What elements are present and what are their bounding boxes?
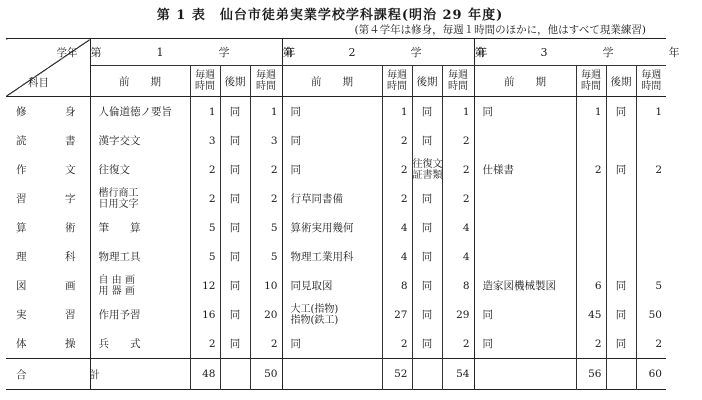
g2-first-hours: 8 [382,271,412,300]
g2-first-hours: 27 [382,300,412,329]
g3-first-hours: 45 [576,300,606,329]
g1-first-term-content [90,271,190,300]
g2-first-term-content: 行草同書備 [282,184,382,213]
table-row [6,184,666,213]
g2-first-term-content: 同 [282,97,382,127]
g1-second-hours: 1 [250,97,282,127]
text-line: 証書類 [412,169,443,181]
g1-first-hours: 1 [190,97,220,127]
g2-first-term-header: 前 期 [282,66,382,97]
corner-grade-label: 学年 [56,47,78,59]
g3-second-term-content [606,242,636,271]
grade-1-header: 第 1 学 年 [90,39,282,66]
table-note: (第４学年は修身，毎週１時間のほかに，他はすべて現業練習) [354,24,646,36]
g2-second-term-content: 同 [412,126,442,155]
corner-header [6,39,90,97]
subject-cell: 理 科 [6,242,90,271]
table-title-text: 仙台市徒弟実業学校学科課程(明治 29 年度) [219,8,504,23]
g2-weekly-hours-header: 毎週 時間 [382,66,412,97]
g2-first-term-content [282,300,382,329]
g1-second-term-content: 同 [220,329,250,359]
table-row [6,126,666,155]
g3-weekly-hours2-header: 毎週 時間 [636,66,666,97]
table-row [6,213,666,242]
g3-first-term-content: 同 [474,300,576,329]
text-line: 楷行商工 [98,187,139,199]
g1-first-term-content-multiline [99,275,135,297]
g1-first-term-content: 漢字交文 [90,126,190,155]
g2-first-hours: 2 [382,155,412,184]
total-g3-first: 56 [576,359,606,390]
table-row [6,300,666,329]
text-line: 日用文字 [98,198,139,210]
g2-first-hours: 2 [382,184,412,213]
g2-second-term-content: 同 [412,213,442,242]
g2-second-term-content: 同 [412,300,442,329]
subject-cell: 実 習 [6,300,90,329]
g2-second-term-content: 同 [412,242,442,271]
g1-second-term-content: 同 [220,271,250,300]
total-g1-second: 50 [250,359,282,390]
g1-first-hours: 2 [190,155,220,184]
total-row [6,359,666,390]
g1-second-hours: 5 [250,242,282,271]
g2-second-hours: 1 [442,97,474,127]
g2-first-term-content: 同 [282,126,382,155]
g2-first-term-content: 同見取図 [282,271,382,300]
g1-first-term-content-multiline [99,188,139,210]
g3-first-term-content: 仕様書 [474,155,576,184]
g1-first-term-content: 物理工具 [90,242,190,271]
g1-second-term-content: 同 [220,126,250,155]
g3-first-hours: 2 [576,329,606,359]
g3-second-term-content [606,126,636,155]
g3-second-hours [636,213,666,242]
g1-second-term-content: 同 [220,184,250,213]
g1-second-hours: 5 [250,213,282,242]
g2-second-hours: 2 [442,155,474,184]
table-row [6,242,666,271]
table-body [6,97,666,359]
g2-second-term-content: 同 [412,329,442,359]
g3-first-hours: 2 [576,155,606,184]
g3-second-hours: 50 [648,308,662,321]
text-line: 指物(鉄工) [290,314,339,326]
g3-first-term-content [474,213,576,242]
subject-cell: 算 術 [6,213,90,242]
table-row [6,97,666,127]
g1-first-term-content [90,184,190,213]
g2-first-hours: 4 [382,242,412,271]
table-title [0,4,660,23]
g3-second-hours: 1 [655,105,662,118]
g2-first-hours: 2 [382,329,412,359]
g3-weekly-hours-header: 毎週 時間 [576,66,606,97]
g3-second-term-content [606,213,636,242]
g2-first-hours: 1 [382,97,412,127]
g3-second-term-content: 同 [606,97,636,127]
g2-first-term-content-multiline [291,304,339,326]
g3-second-term-content: 同 [606,155,636,184]
grade-2-header: 第 2 学 年 [282,39,474,66]
total-g3-first-term-text [474,359,576,390]
g1-second-term-content: 同 [220,300,250,329]
g1-first-hours: 2 [190,329,220,359]
g1-first-hours: 5 [190,213,220,242]
g1-first-term-content: 筆 算 [90,213,190,242]
g3-second-term-header: 後期 [606,66,636,97]
g1-first-term-content: 兵 式 [90,329,190,359]
grade-3-header: 第 3 学 年 [474,39,666,66]
g2-first-term-content: 同 [282,155,382,184]
g2-second-hours: 2 [442,329,474,359]
g2-first-term-content: 物理工業用科 [282,242,382,271]
subject-cell: 習 字 [6,184,90,213]
g2-first-term-content: 同 [282,329,382,359]
g2-second-hours: 4 [442,242,474,271]
g3-second-hours [636,126,666,155]
g1-second-term-header: 後期 [220,66,250,97]
g3-first-hours [576,242,606,271]
g3-second-hours: 5 [655,279,662,292]
g3-first-hours [576,184,606,213]
g2-first-hours: 2 [382,126,412,155]
g3-first-hours [576,126,606,155]
g1-second-hours: 2 [250,184,282,213]
g3-first-term-content: 造家図機械製図 [474,271,576,300]
g1-second-hours: 20 [250,300,282,329]
g3-second-term-content: 同 [606,271,636,300]
subject-cell: 図 画 [6,271,90,300]
g1-second-hours: 2 [250,329,282,359]
g3-first-term-content: 同 [474,329,576,359]
g2-second-term-content: 同 [412,271,442,300]
g2-second-term-content: 同 [412,97,442,127]
g1-first-hours: 5 [190,242,220,271]
g2-second-hours: 8 [442,271,474,300]
g2-second-term-content: 同 [412,184,442,213]
g1-second-term-content: 同 [220,242,250,271]
g1-first-hours: 16 [190,300,220,329]
text-line: 用 器 画 [98,285,135,297]
text-line: 大工(指物) [290,303,339,315]
g1-second-term-content: 同 [220,155,250,184]
g2-second-hours: 29 [442,300,474,329]
g3-second-term-content: 同 [606,300,636,329]
total-g2-second: 54 [442,359,474,390]
g1-second-hours: 2 [250,155,282,184]
g1-first-hours: 12 [190,271,220,300]
table-row [6,271,666,300]
g2-weekly-hours2-header: 毎週 時間 [442,66,474,97]
g1-weekly-hours-header: 毎週 時間 [190,66,220,97]
g3-first-term-content [474,184,576,213]
g1-first-term-content: 作用予習 [90,300,190,329]
g3-first-hours: 1 [576,97,606,127]
subheader-row [6,66,666,97]
total-g2-first-term-text [282,359,382,390]
g3-second-hours [636,242,666,271]
table-number: 第 1 表 [156,8,206,23]
g3-first-term-content [474,242,576,271]
g1-second-hours: 3 [250,126,282,155]
text-line: 往復文 [412,158,443,170]
g2-first-term-content: 算術実用幾何 [282,213,382,242]
g1-second-term-content: 同 [220,97,250,127]
g1-weekly-hours2-header: 毎週 時間 [250,66,282,97]
g1-first-term-content: 往復文 [90,155,190,184]
g2-second-term-header: 後期 [412,66,442,97]
total-g3-second-term-text [606,359,636,390]
subject-cell: 体 操 [6,329,90,359]
g3-second-term-content [606,184,636,213]
g1-second-hours: 10 [250,271,282,300]
table-row [6,329,666,359]
g3-first-hours [576,213,606,242]
g2-second-term-content [412,155,442,184]
g1-first-hours: 3 [190,126,220,155]
g2-second-hours: 2 [442,184,474,213]
text-line: 自 由 画 [98,274,135,286]
g1-first-term-content: 人倫道徳ノ要旨 [90,97,190,127]
g3-second-term-content: 同 [606,329,636,359]
g2-second-hours: 2 [442,126,474,155]
g3-first-term-content [474,126,576,155]
g3-first-term-content: 同 [474,97,576,127]
g3-second-hours: 2 [655,337,662,350]
g3-first-term-header: 前 期 [474,66,576,97]
subject-cell: 作 文 [6,155,90,184]
g2-second-hours: 4 [442,213,474,242]
total-g3-second: 60 [636,359,666,390]
g3-first-hours: 6 [576,271,606,300]
subject-cell: 修 身 [6,97,90,127]
curriculum-table [6,38,702,390]
total-label: 合 計 [6,359,90,390]
g1-first-term-header: 前 期 [90,66,190,97]
g2-first-hours: 4 [382,213,412,242]
g1-second-term-content: 同 [220,213,250,242]
subject-cell: 読 書 [6,126,90,155]
g3-second-hours [636,184,666,213]
g3-second-hours: 2 [655,163,662,176]
g1-first-hours: 2 [190,184,220,213]
total-g2-second-term-text [412,359,442,390]
total-g2-first: 52 [382,359,412,390]
table-row [6,155,666,184]
corner-subject-label: 科目 [28,77,49,89]
total-g1-first: 48 [190,359,220,390]
g2-second-term-content-multiline [413,159,443,181]
total-g1-second-term-text [220,359,250,390]
